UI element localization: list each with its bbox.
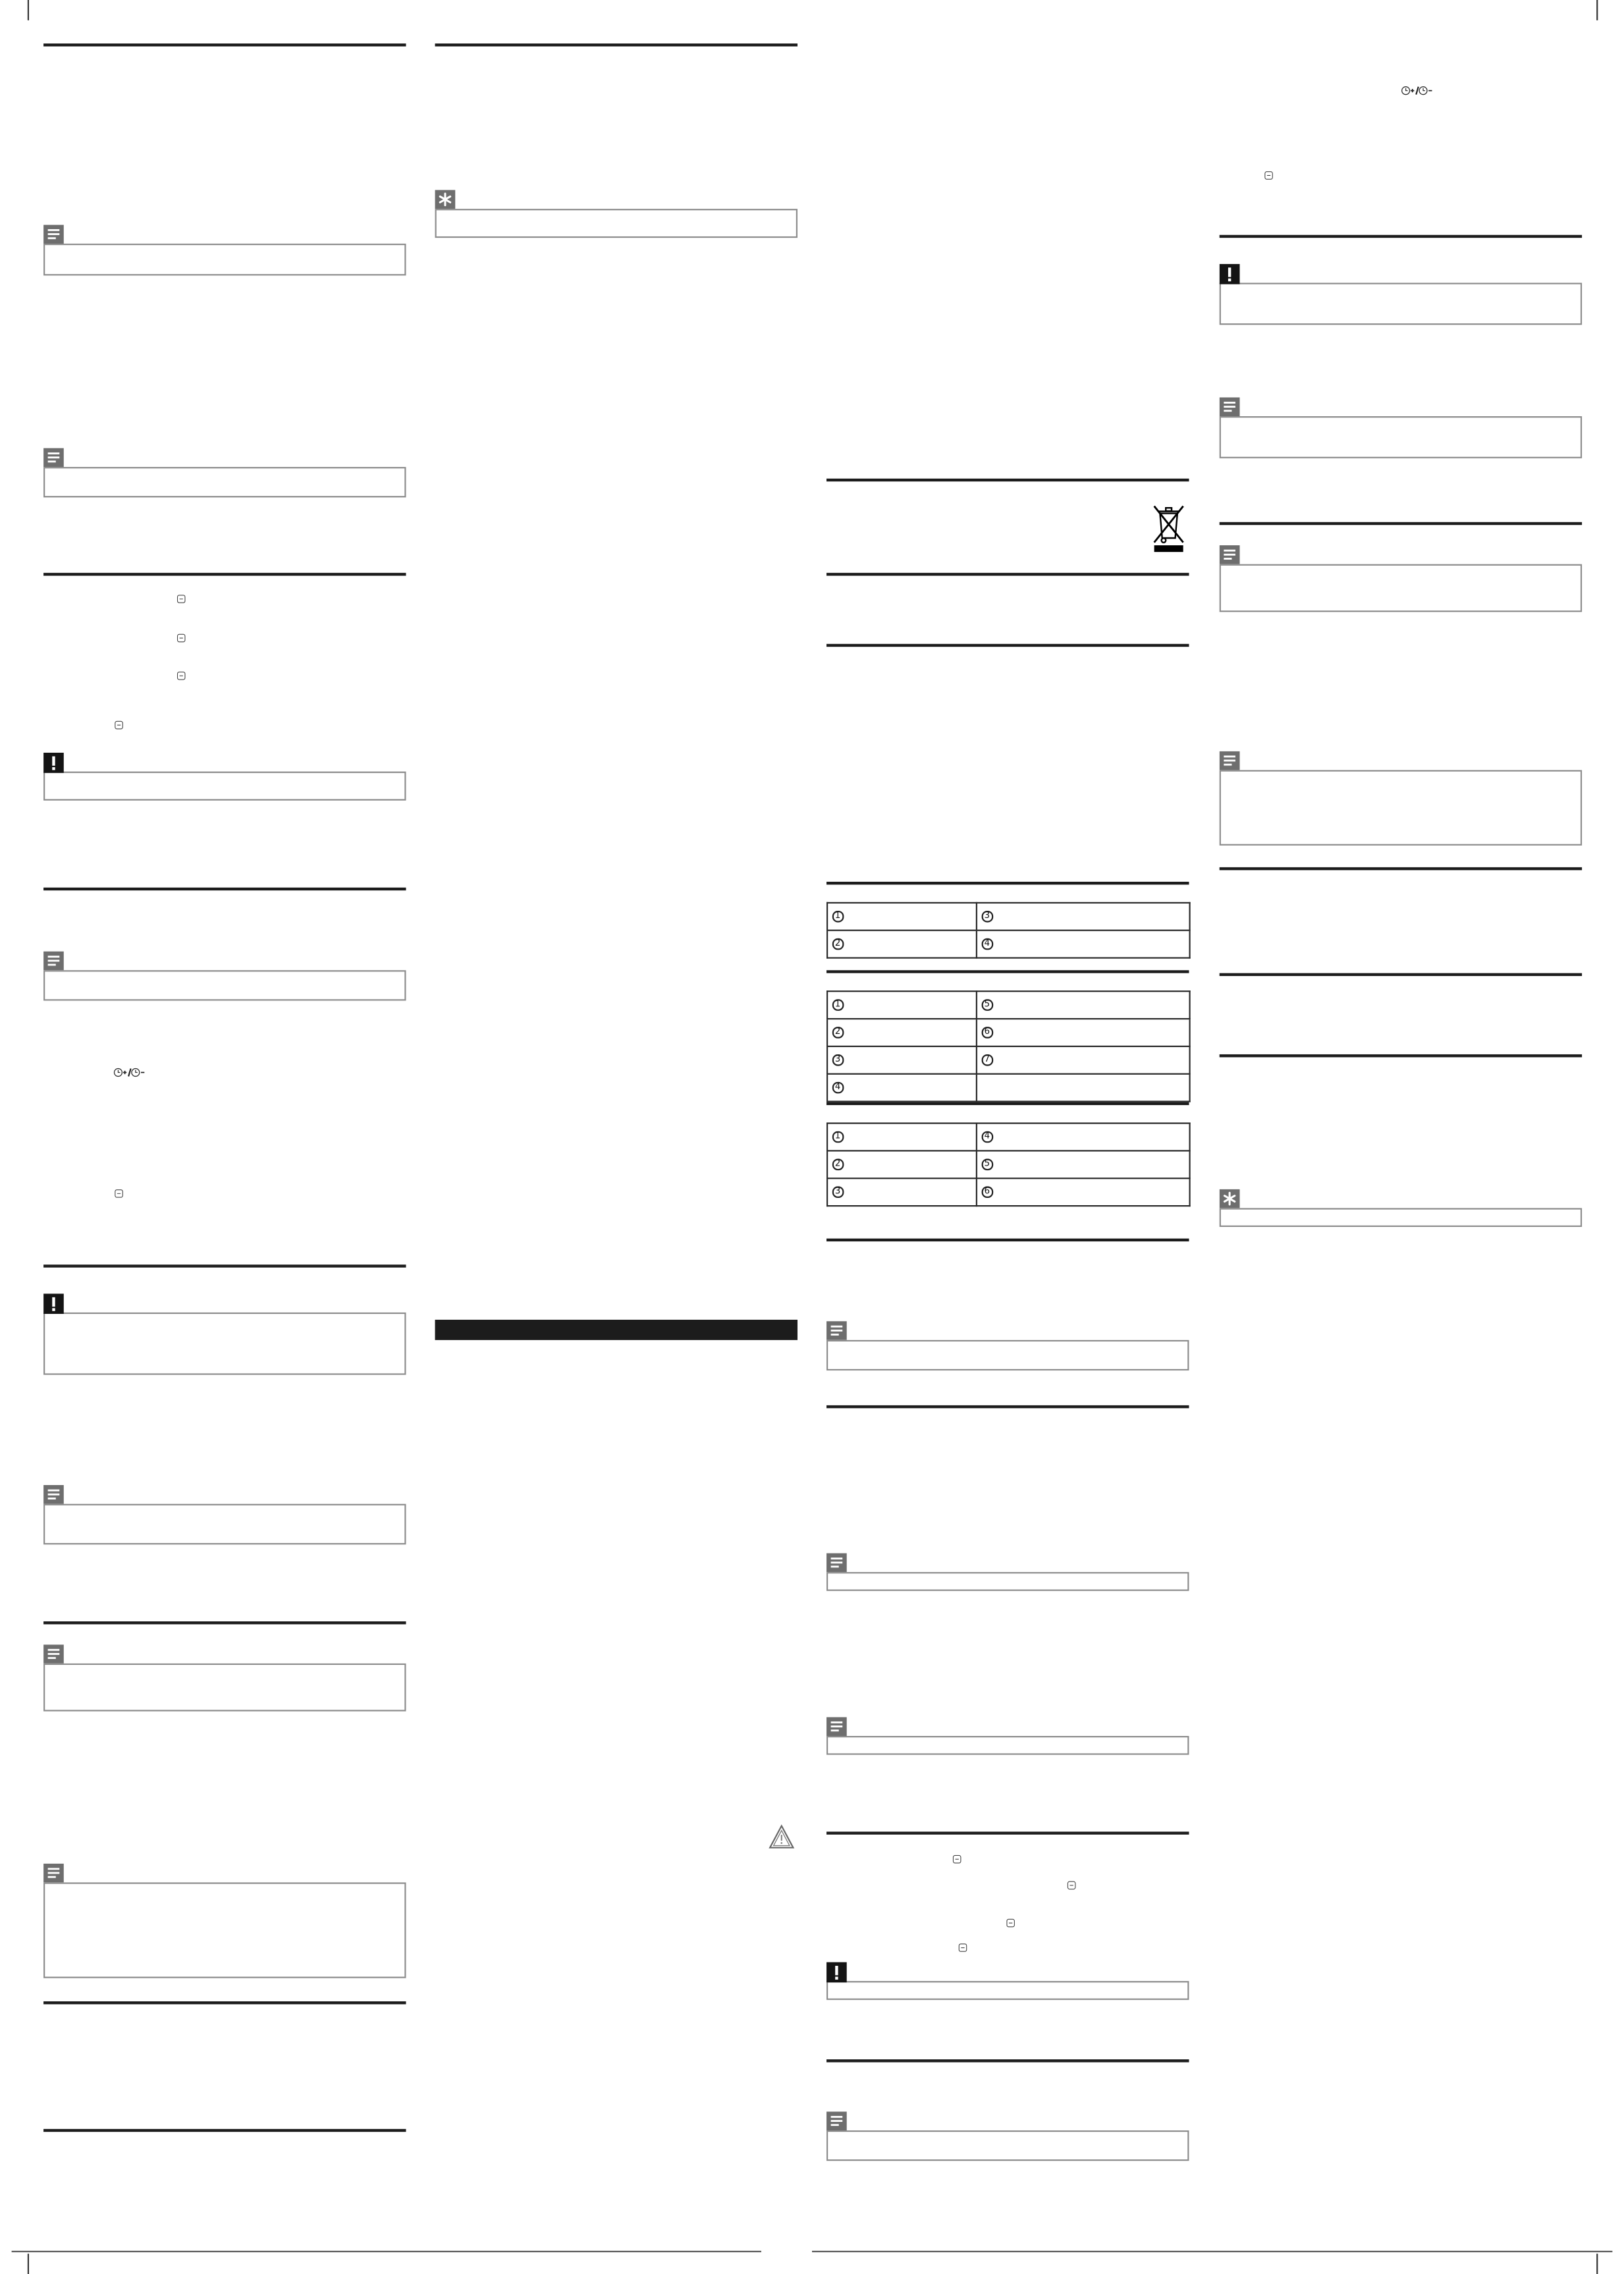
caution-box [1220, 283, 1582, 325]
note-callout [826, 1554, 1189, 1591]
tip-callout [1220, 1189, 1582, 1227]
note-box [43, 1664, 406, 1712]
table-row [827, 1178, 1189, 1206]
note-icon [43, 1864, 64, 1883]
caution-icon [1220, 264, 1240, 284]
caution-box [43, 772, 406, 801]
note-icon [1220, 751, 1240, 771]
section-rule [43, 573, 406, 575]
section-rule [43, 888, 406, 890]
section-rule [43, 1621, 406, 1623]
callout-number: 1 [832, 999, 844, 1010]
section-rule [1220, 1054, 1582, 1056]
callout-number: 2 [832, 938, 844, 950]
note-box [43, 467, 406, 497]
section-rule [435, 43, 798, 45]
section-rule [826, 882, 1189, 884]
section-rule [43, 2001, 406, 2003]
warning-triangle-icon [769, 1824, 795, 1849]
table-row [827, 1123, 1189, 1151]
parts-table-2 [826, 990, 1191, 1102]
note-icon [43, 225, 64, 244]
button-icon [953, 1855, 961, 1864]
note-box [1220, 770, 1582, 846]
note-callout [1220, 751, 1582, 846]
tip-box [1220, 1208, 1582, 1227]
crossed-out-bin-icon [1152, 503, 1184, 553]
note-callout [43, 1644, 406, 1711]
note-callout [43, 1485, 406, 1544]
callout-number: 2 [832, 1027, 844, 1038]
callout-number: 6 [982, 1027, 993, 1038]
button-icon [177, 672, 186, 680]
table-row [827, 991, 1189, 1019]
table-cell [827, 1074, 977, 1102]
timer-plus-minus-icon [113, 1068, 148, 1077]
note-icon [43, 952, 64, 971]
callout-number: 5 [982, 999, 993, 1010]
table-cell [977, 1019, 1190, 1046]
section-rule [1220, 867, 1582, 869]
caution-box [43, 1313, 406, 1375]
button-icon [115, 1189, 123, 1198]
note-icon [826, 1554, 847, 1573]
note-callout [43, 952, 406, 1001]
caution-callout [1220, 264, 1582, 325]
section-rule [826, 1831, 1189, 1833]
note-callout [1220, 397, 1582, 458]
note-icon [826, 1321, 847, 1340]
caution-icon [43, 1293, 64, 1314]
callout-number: 2 [832, 1159, 844, 1170]
callout-number: 4 [832, 1082, 844, 1093]
section-rule [43, 2129, 406, 2131]
note-icon [1220, 545, 1240, 564]
note-box [43, 244, 406, 275]
table-row [827, 931, 1189, 958]
note-callout [43, 225, 406, 275]
caution-icon [43, 753, 64, 773]
parts-table-3 [826, 1122, 1191, 1206]
table-cell [977, 903, 1190, 931]
table-row [827, 1019, 1189, 1046]
callout-number: 3 [832, 1054, 844, 1066]
note-box [43, 1882, 406, 1978]
button-icon [1006, 1918, 1015, 1927]
note-callout [43, 1864, 406, 1978]
table-cell [827, 931, 977, 958]
table-cell [977, 931, 1190, 958]
callout-number: 7 [982, 1054, 993, 1066]
note-callout [826, 1321, 1189, 1370]
table-cell [827, 1123, 977, 1151]
table-cell [827, 1019, 977, 1046]
tip-icon [1220, 1189, 1240, 1208]
note-box [1220, 564, 1582, 612]
table-cell [977, 991, 1190, 1019]
crop-mark [1596, 2254, 1597, 2274]
note-icon [1220, 397, 1240, 416]
table-cell [977, 1151, 1190, 1178]
callout-number: 4 [982, 938, 993, 950]
section-rule [1220, 973, 1582, 975]
table-cell-empty [977, 1074, 1190, 1102]
note-callout [1220, 545, 1582, 612]
callout-number: 1 [832, 1131, 844, 1143]
crop-mark [1596, 0, 1597, 20]
note-callout [826, 1717, 1189, 1754]
caution-box [826, 1981, 1189, 2000]
table-cell [827, 991, 977, 1019]
section-rule [43, 43, 406, 45]
note-box [826, 1736, 1189, 1755]
note-icon [826, 1717, 847, 1736]
callout-number: 3 [832, 1186, 844, 1197]
table-row [827, 1074, 1189, 1102]
caution-icon [826, 1963, 847, 1983]
tip-callout [435, 190, 798, 238]
note-icon [43, 1644, 64, 1664]
section-rule [826, 479, 1189, 481]
table-cell [827, 1151, 977, 1178]
table-row [827, 1046, 1189, 1074]
button-icon [177, 634, 186, 642]
button-icon [115, 720, 123, 729]
button-icon [177, 595, 186, 603]
caution-callout [826, 1963, 1189, 2000]
table-cell [827, 1178, 977, 1206]
table-cell [827, 903, 977, 931]
section-rule [826, 1102, 1189, 1104]
button-icon [958, 1943, 967, 1952]
note-box [43, 1504, 406, 1545]
tip-icon [435, 190, 456, 209]
table-cell [977, 1123, 1190, 1151]
section-rule [826, 573, 1189, 575]
caution-callout [43, 753, 406, 801]
button-icon [1264, 171, 1273, 180]
note-icon [43, 1485, 64, 1504]
callout-number: 1 [832, 911, 844, 922]
note-icon [826, 2111, 847, 2130]
button-icon [1068, 1881, 1076, 1889]
note-box [43, 970, 406, 1000]
table-cell [977, 1046, 1190, 1074]
section-rule [1220, 522, 1582, 524]
table-cell [827, 1046, 977, 1074]
note-box [826, 1340, 1189, 1370]
note-box [826, 1572, 1189, 1591]
note-icon [43, 448, 64, 467]
section-rule [826, 1405, 1189, 1407]
note-callout [43, 448, 406, 497]
section-rule [826, 1239, 1189, 1241]
note-callout [826, 2111, 1189, 2161]
table-cell [977, 1178, 1190, 1206]
black-header-bar [435, 1320, 798, 1340]
callout-number: 4 [982, 1131, 993, 1143]
trim-line [12, 2251, 761, 2252]
section-rule [826, 644, 1189, 646]
callout-number: 6 [982, 1186, 993, 1197]
table-row [827, 1151, 1189, 1178]
caution-callout [43, 1293, 406, 1374]
section-rule [1220, 235, 1582, 237]
trim-line [812, 2251, 1612, 2252]
callout-number: 3 [982, 911, 993, 922]
tip-box [435, 209, 798, 238]
section-rule [43, 1264, 406, 1266]
section-rule [826, 970, 1189, 972]
parts-table-1 [826, 902, 1191, 959]
section-rule [826, 2059, 1189, 2061]
table-row [827, 903, 1189, 931]
note-box [826, 2130, 1189, 2161]
timer-plus-minus-icon [1401, 86, 1436, 95]
note-box [1220, 416, 1582, 458]
callout-number: 5 [982, 1159, 993, 1170]
